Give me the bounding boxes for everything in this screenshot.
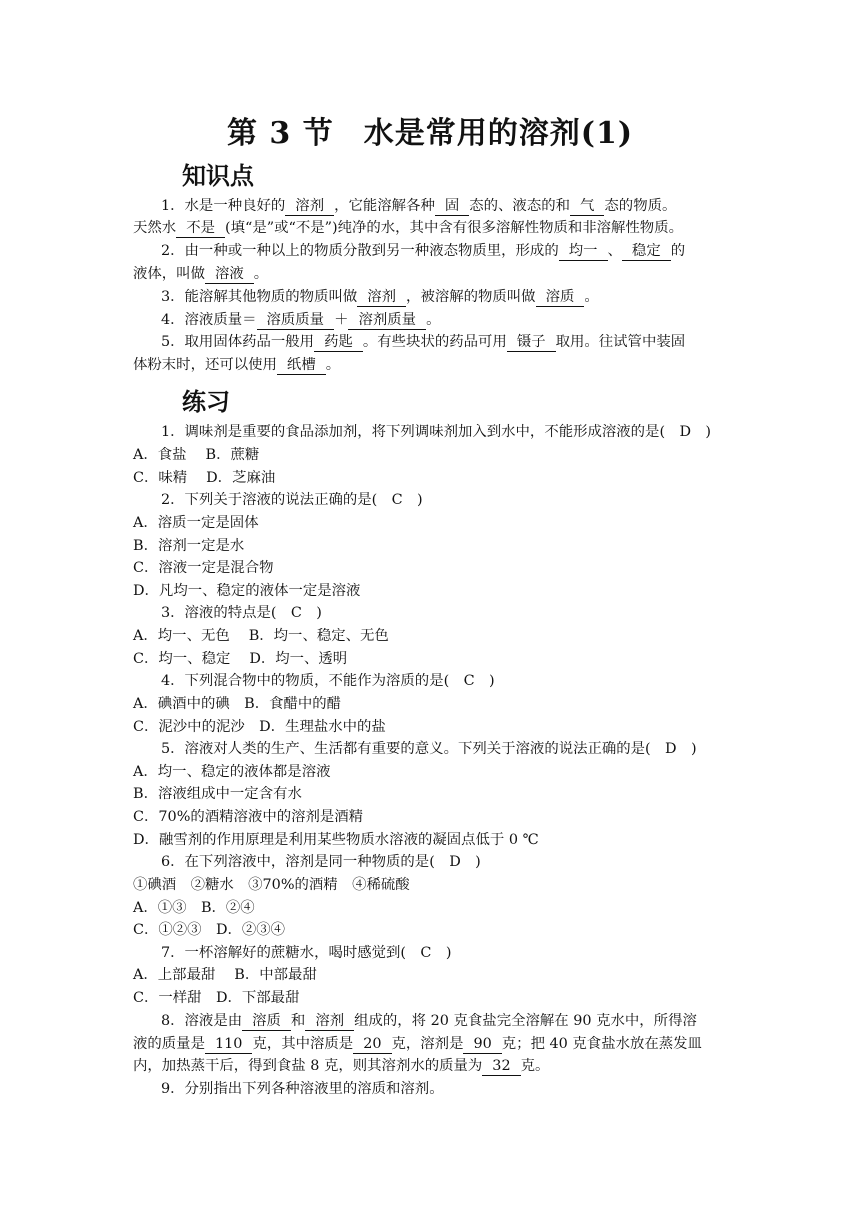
question-4-stem: 4．下列混合物中的物质，不能作为溶质的是( C ): [161, 673, 495, 689]
question-3-stem: 3．溶液的特点是( C ): [161, 605, 322, 621]
answer-blank: 溶质质量: [257, 312, 335, 330]
text: 3．能溶解其他物质的物质叫做: [161, 289, 358, 305]
question-5-option: B．溶液组成中一定含有水: [133, 786, 302, 802]
answer-blank: 气: [570, 198, 604, 216]
knowledge-heading: 知识点: [182, 162, 254, 190]
text: 液的质量是: [133, 1036, 205, 1052]
question-6-option-row: C．①②③ D．②③④: [133, 922, 286, 938]
knowledge-item-1: [161, 195, 761, 217]
text: 克；把 40 克食盐水放在蒸发皿: [501, 1036, 702, 1052]
question-9-stem: 9．分别指出下列各种溶液里的溶质和溶剂。: [161, 1081, 444, 1097]
page-title: [0, 108, 860, 152]
question-5-option: A．均一、稳定的液体都是溶液: [133, 764, 331, 780]
question-5-stem: 5．溶液对人类的生产、生活都有重要的意义。下列关于溶液的说法正确的是( D ): [161, 741, 697, 757]
question-2-stem: 2．下列关于溶液的说法正确的是( C ): [161, 492, 423, 508]
text: 的: [670, 243, 686, 259]
answer-blank: 不是: [176, 220, 225, 238]
answer-blank: 32: [482, 1058, 520, 1076]
question-6-items: ①碘酒 ②糖水 ③70%的酒精 ④稀硫酸: [133, 877, 410, 893]
answer-blank: 90: [463, 1036, 501, 1054]
answer-blank: 纸槽: [277, 357, 326, 375]
title-topic: 水是常用的溶剂(1): [363, 116, 634, 151]
text: 4．溶液质量＝: [161, 312, 257, 328]
answer-blank: 溶液: [205, 266, 254, 284]
text: 8．溶液是由: [161, 1013, 243, 1029]
question-5-option: C．70%的酒精溶液中的溶剂是酒精: [133, 809, 364, 825]
question-6-stem: 6．在下列溶液中，溶剂是同一种物质的是( D ): [161, 854, 481, 870]
text: 。: [325, 357, 341, 373]
title-section-number: 第 3 节: [226, 116, 334, 151]
answer-blank: 110: [205, 1036, 252, 1054]
question-2-option: B．溶剂一定是水: [133, 538, 245, 554]
question-8-line-3: [133, 1055, 733, 1077]
text: 。: [584, 289, 599, 305]
text: 天然水: [133, 220, 177, 236]
knowledge-item-4: [161, 309, 761, 331]
question-8-line-2: [133, 1033, 733, 1055]
question-2-option: C．溶液一定是混合物: [133, 560, 274, 576]
text: 态的物质。: [604, 198, 677, 214]
answer-blank: 溶剂: [357, 289, 406, 307]
text: 2．由一种或一种以上的物质分散到另一种液态物质里，形成的: [161, 243, 559, 259]
answer-blank: 溶质: [536, 289, 585, 307]
question-3-option-row: C．均一、稳定 D．均一、透明: [133, 651, 348, 667]
question-1-stem: 1．调味剂是重要的食品添加剂，将下列调味剂加入到水中，不能形成溶液的是( D ): [161, 424, 711, 440]
text: 克，其中溶质是: [252, 1036, 354, 1052]
question-1-option-row: C．味精 D．芝麻油: [133, 470, 276, 486]
text: 。有些块状的药品可用: [362, 334, 507, 350]
question-3-option-row: A．均一、无色 B．均一、稳定、无色: [133, 628, 389, 644]
text: (填“是”或“不是”)纯净的水，其中含有很多溶解性物质和非溶解性物质。: [224, 220, 683, 236]
answer-blank: 溶剂质量: [348, 312, 426, 330]
question-2-option: D．凡均一、稳定的液体一定是溶液: [133, 583, 361, 599]
text: ，被溶解的物质叫做: [406, 289, 536, 305]
text: 组成的，将 20 克食盐完全溶解在 90 克水中，所得溶: [354, 1013, 697, 1029]
text: 克。: [520, 1058, 550, 1074]
text: 取用。往试管中装固: [555, 334, 686, 350]
answer-blank: 药匙: [314, 334, 363, 352]
question-7-stem: 7．一杯溶解好的蔗糖水，喝时感觉到( C ): [161, 945, 452, 961]
question-7-option-row: A．上部最甜 B．中部最甜: [133, 967, 317, 983]
knowledge-item-5-cont: [133, 354, 733, 376]
question-5-option: D．融雪剂的作用原理是利用某些物质水溶液的凝固点低于 0 ℃: [133, 832, 539, 848]
text: 态的、液态的和: [469, 198, 570, 214]
text: 。: [253, 266, 269, 282]
knowledge-item-5: [161, 331, 761, 353]
question-6-option-row: A．①③ B．②④: [133, 900, 255, 916]
answer-blank: 溶剂: [285, 198, 334, 216]
question-4-option-row: C．泥沙中的泥沙 D．生理盐水中的盐: [133, 719, 386, 735]
question-4-option-row: A．碘酒中的碘 B．食醋中的醋: [133, 696, 342, 712]
answer-blank: 20: [353, 1036, 391, 1054]
text: 液体，叫做: [133, 266, 205, 282]
knowledge-item-2-cont: [133, 263, 733, 285]
text: 克，溶剂是: [391, 1036, 464, 1052]
text: 1．水是一种良好的: [161, 198, 286, 214]
question-2-option: A．溶质一定是固体: [133, 515, 259, 531]
text: ＋: [334, 312, 349, 328]
question-1-option-row: A．食盐 B．蔗糖: [133, 447, 260, 463]
knowledge-item-2: [161, 240, 761, 262]
question-7-option-row: C．一样甜 D．下部最甜: [133, 990, 300, 1006]
question-8-line-1: [161, 1010, 761, 1032]
knowledge-item-1-cont: [133, 217, 733, 239]
text: 体粉末时，还可以使用: [133, 357, 277, 373]
knowledge-item-3: [161, 286, 761, 308]
answer-blank: 溶剂: [305, 1013, 354, 1031]
answer-blank: 溶质: [242, 1013, 291, 1031]
practice-heading: 练习: [182, 388, 230, 416]
text: ，它能溶解各种: [334, 198, 435, 214]
answer-blank: 固: [435, 198, 469, 216]
text: 、: [607, 243, 622, 259]
text: 和: [290, 1013, 306, 1029]
answer-blank: 稳定: [622, 243, 671, 261]
answer-blank: 镊子: [507, 334, 556, 352]
text: 5．取用固体药品一般用: [161, 334, 315, 350]
text: 内，加热蒸干后，得到食盐 8 克，则其溶剂水的质量为: [133, 1058, 483, 1074]
text: 。: [426, 312, 441, 328]
answer-blank: 均一: [559, 243, 608, 261]
